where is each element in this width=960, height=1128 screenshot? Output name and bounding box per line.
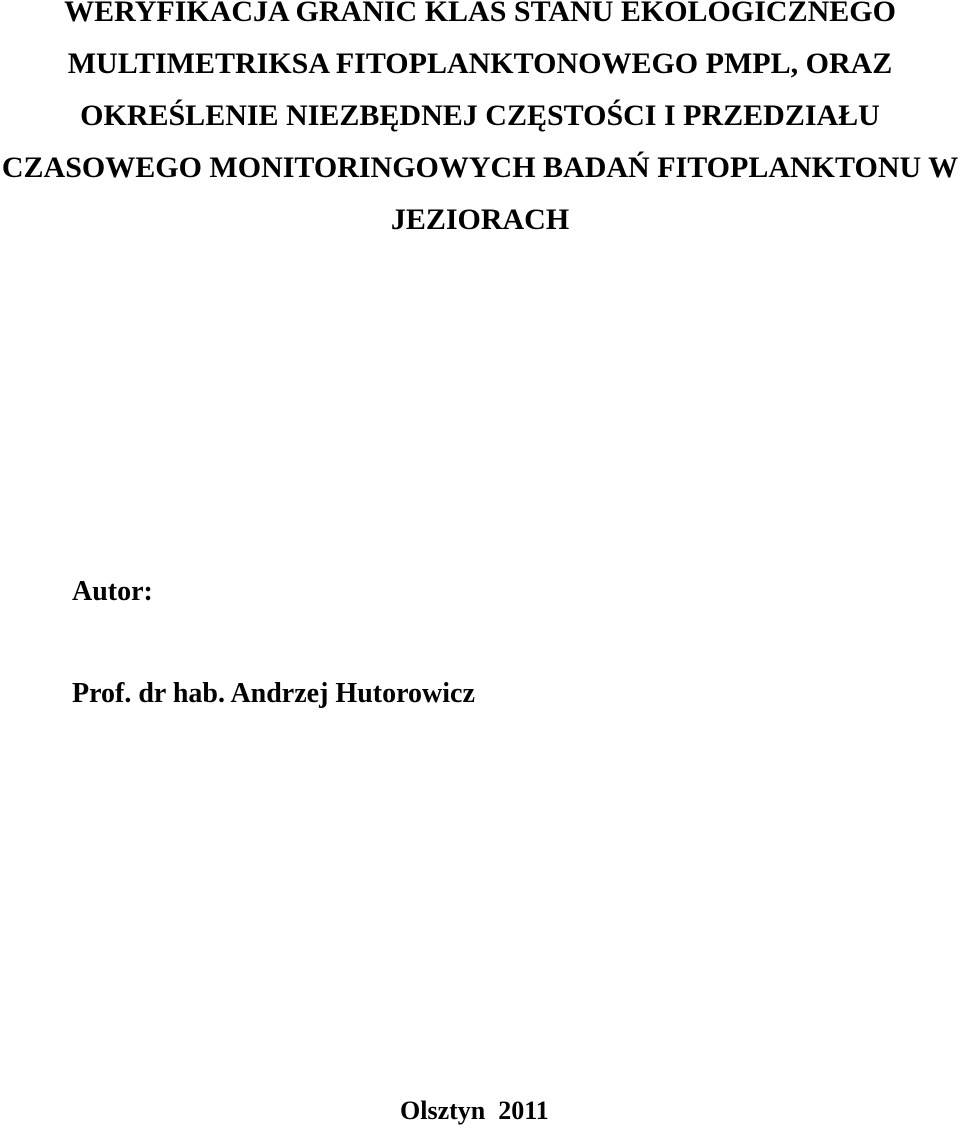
title-line-5: JEZIORACH bbox=[390, 203, 570, 236]
title-line-2: MULTIMETRIKSA FITOPLANKTONOWEGO PMPL, ORAZ bbox=[67, 47, 893, 80]
author-name: Prof. dr hab. Andrzej Hutorowicz bbox=[72, 678, 475, 709]
title-line-1: WERYFIKACJA GRANIC KLAS STANU EKOLOGICZNEGO bbox=[64, 0, 896, 28]
title-line-4: CZASOWEGO MONITORINGOWYCH BADAŃ FITOPLANKTONU W bbox=[1, 151, 959, 184]
title-line-3: OKREŚLENIE NIEZBĘDNEJ CZĘSTOŚCI I PRZEDZIAŁU bbox=[80, 99, 880, 132]
document-title bbox=[0, 0, 960, 246]
place-date: Olsztyn 2011 bbox=[400, 1096, 549, 1125]
author-label: Autor: bbox=[72, 576, 153, 607]
